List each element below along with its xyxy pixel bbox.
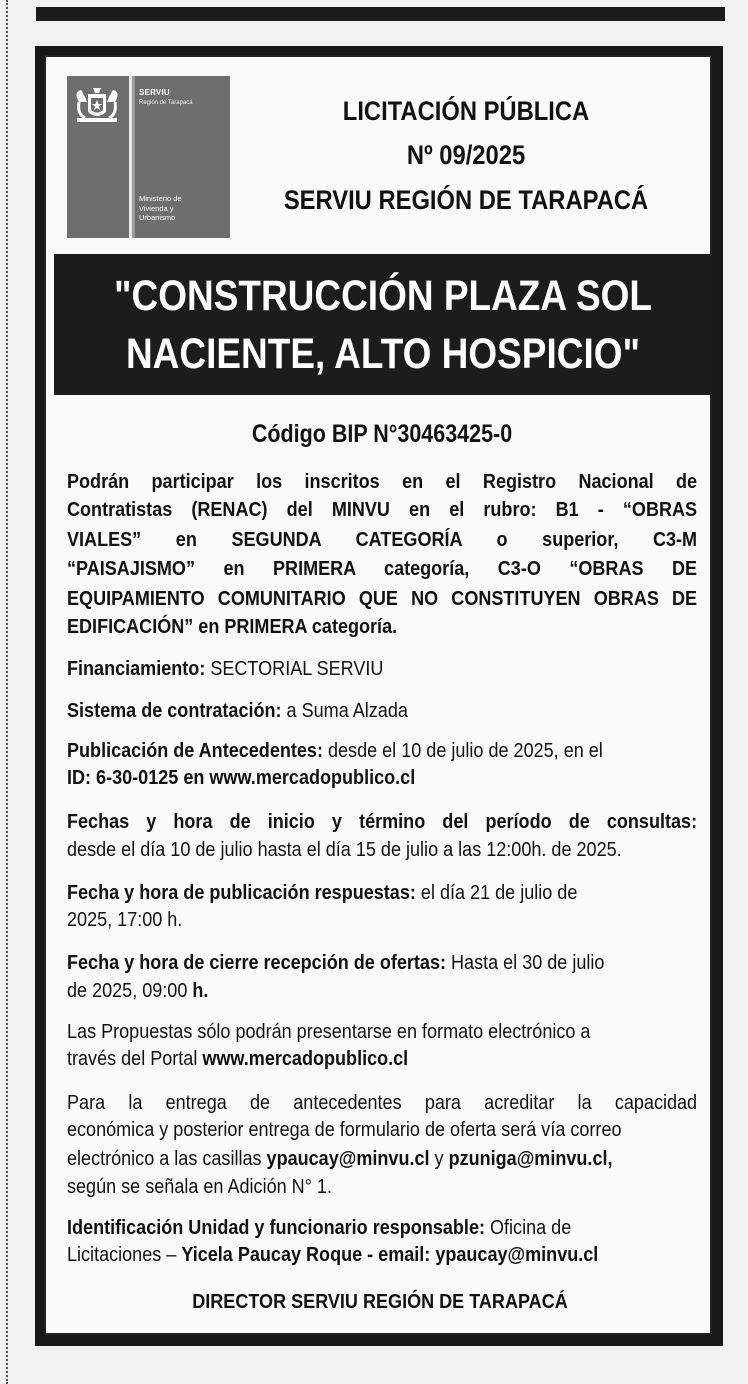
issuing-entity: SERVIU REGIÓN DE TARAPACÁ xyxy=(283,185,649,215)
notice-panel xyxy=(44,55,712,1335)
serviu-logo xyxy=(67,76,230,238)
chile-coat-of-arms-icon xyxy=(71,84,123,130)
contract-system-line: Sistema de contratación: a Suma Alzada xyxy=(67,699,408,722)
top-rule xyxy=(36,7,725,21)
financing-line: Financiamiento: SECTORIAL SERVIU xyxy=(67,657,384,680)
email-link-ypaucay[interactable]: ypaucay@minvu.cl xyxy=(266,1147,430,1170)
logo-org-name: SERVIU xyxy=(139,88,170,97)
responsible-contact: Yicela Paucay Roque - email: ypaucay@minvu.cl xyxy=(181,1243,599,1266)
project-title-band xyxy=(54,254,712,395)
project-title-line-1: "CONSTRUCCIÓN PLAZA SOL xyxy=(114,272,652,320)
email-link-pzuniga[interactable]: pzuniga@minvu.cl, xyxy=(448,1147,613,1170)
project-title-line-2: NACIENTE, ALTO HOSPICIO" xyxy=(125,330,641,378)
logo-ministry: Ministerio de Vivienda y Urbanismo xyxy=(139,194,182,222)
notice-title: LICITACIÓN PÚBLICA xyxy=(342,96,590,126)
page-edge-divider xyxy=(6,0,8,1384)
publication-id-link[interactable]: ID: 6-30-0125 en www.mercadopublico.cl xyxy=(67,766,416,789)
mercadopublico-link[interactable]: www.mercadopublico.cl xyxy=(202,1047,409,1070)
signature: DIRECTOR SERVIU REGIÓN DE TARAPACÁ xyxy=(192,1290,568,1313)
notice-number: Nº 09/2025 xyxy=(406,140,526,170)
logo-region: Región de Tarapacá xyxy=(139,100,193,106)
bip-code: Código BIP N°30463425-0 xyxy=(251,420,513,448)
